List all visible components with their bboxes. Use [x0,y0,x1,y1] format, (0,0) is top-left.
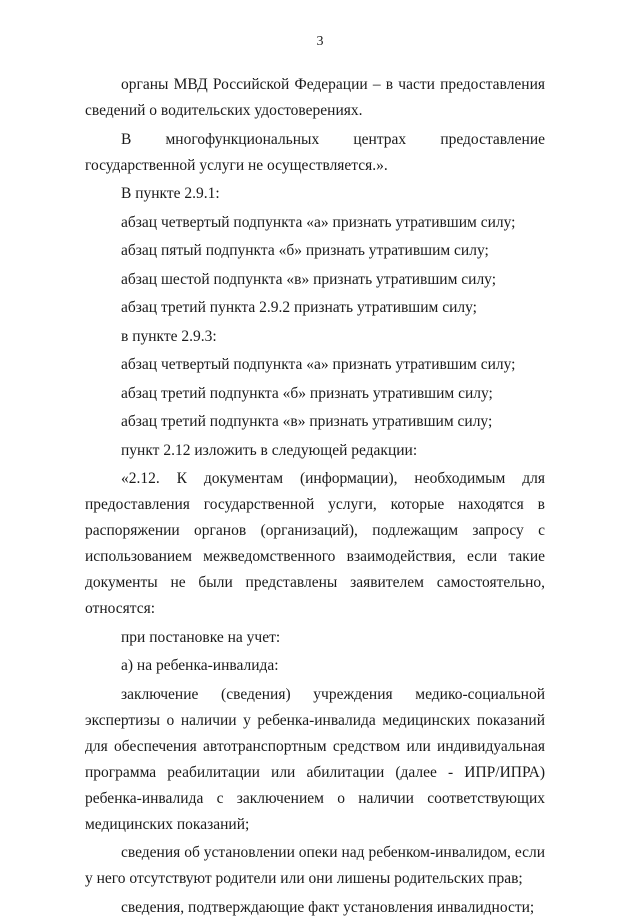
paragraph-guardianship: сведения об установлении опеки над ребенком-инвалидом, если у него отсутствуют родители или они лишены родительских прав; [85,844,545,887]
paragraph-2-9-1-v: абзац шестой подпункта «в» признать утратившим силу; [121,270,497,288]
paragraph-clause-2-12-text: «2.12. К документам (информации), необходимым для предоставления государственной услуги, которые находятся в распоряжении органов (организаций), подлежащим запросу с использованием межведомственного взаимодействия, если такие документы не были представлены заявителем самостоятельно, относятся: [85,470,545,617]
page-number: 3 [316,34,324,49]
paragraph-2-9-1-b: абзац пятый подпункта «б» признать утратившим силу; [121,242,489,259]
paragraph-mse-conclusion: заключение (сведения) учреждения медико-социальной экспертизы о наличии у ребенка-инвалида медицинских показаний для обеспечения автотранспортным средством или индивидуальная программа реабилитации или абилитации (далее - ИПР/ИПРА) ребенка-инвалида с заключением о наличии соответствующих медицинских показаний; [85,685,545,833]
paragraph-child-disabled: а) на ребенка-инвалида: [121,657,279,674]
paragraph-2-9-3-v: абзац третий подпункта «в» признать утратившим силу; [121,413,493,430]
paragraph-registration: при постановке на учет: [121,628,281,646]
paragraph-2-9-2: абзац третий пункта 2.9.2 признать утратившим силу; [121,299,477,316]
paragraph-disability-fact: сведения, подтверждающие факт установления инвалидности; [121,898,535,916]
paragraph-mvd-sources: органы МВД Российской Федерации – в части предоставления сведений о водительских удостоверениях. [85,76,545,119]
paragraph-clause-2-9-1: В пункте 2.9.1: [121,185,220,202]
paragraph-2-9-3-a: абзац четвертый подпункта «а» признать утратившим силу; [121,356,516,373]
paragraph-mfc-note: В многофункциональных центрах предоставление государственной услуги не осуществляется.». [85,130,545,174]
paragraph-clause-2-12-intro: пункт 2.12 изложить в следующей редакции: [121,441,418,459]
paragraph-clause-2-9-3: в пункте 2.9.3: [121,327,217,345]
document-body [85,72,545,921]
paragraph-2-9-1-a: абзац четвертый подпункта «а» признать утратившим силу; [121,213,516,231]
paragraph-2-9-3-b: абзац третий подпункта «б» признать утратившим силу; [121,384,493,402]
